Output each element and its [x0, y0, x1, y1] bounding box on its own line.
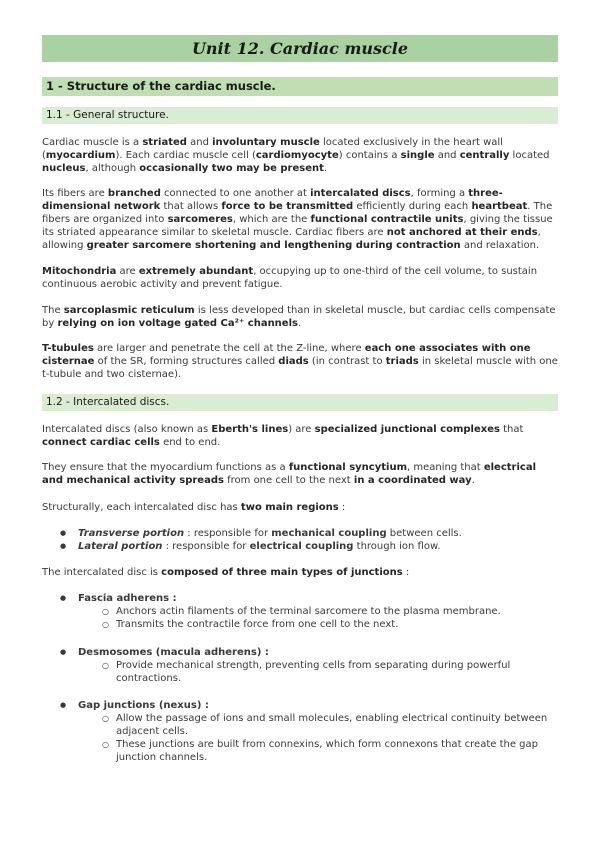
paragraph-syncytium: They ensure that the myocardium functions as a functional syncytium, meaning that electrical and mechanical activity spreads from one cell to the next in a coordinated way.: [42, 462, 537, 486]
subsection-heading-general: 1.1 - General structure.: [42, 107, 558, 124]
subsection-heading-intercalated: 1.2 - Intercalated discs.: [42, 394, 558, 411]
regions-list: [42, 527, 558, 553]
sub-list-item: ○ Provide mechanical strength, preventing cells from separating during powerful contractions.: [78, 659, 558, 685]
list-item: ● Fascia adherens : ○ Anchors actin filaments of the terminal sarcomere to the plasma membrane. ○ Transmits the contractile force from one cell to the next.: [42, 592, 558, 631]
page-title: Unit 12. Cardiac muscle: [191, 39, 409, 58]
sub-list: [78, 605, 558, 631]
sub-list: [78, 712, 558, 764]
paragraph-sarcoplasmic-reticulum: The sarcoplasmic reticulum is less developed than in skeletal muscle, but cardiac cells compensate by relying on ion voltage gated Ca²⁺ channels.: [42, 305, 556, 329]
paragraph-fibers: Its fibers are branched connected to one another at intercalated discs, forming a three-dimensional network that allows force to be transmitted efficiently during each heartbeat. The fibers are organized into sarcomeres, which are the functional contractile units, giving the tissue its striated appearance similar to skeletal muscle. Cardiac fibers are not anchored at their ends, allowing greater sarcomere shortening and lengthening during contraction and relaxation.: [42, 188, 553, 251]
paragraph-intro: Cardiac muscle is a striated and involuntary muscle located exclusively in the heart wall (myocardium). Each cardiac muscle cell (cardiomyocyte) contains a single and centrally located nucleus, although occasionally two may be present.: [42, 137, 550, 174]
junctions-list-gap: [42, 699, 558, 764]
paragraph-intercalated-def: Intercalated discs (also known as Eberth's lines) are specialized junctional complexes that connect cardiac cells end to end.: [42, 424, 524, 448]
junctions-list-desmosomes: [42, 646, 558, 685]
paragraph-regions: Structurally, each intercalated disc has two main regions :: [42, 502, 346, 513]
sub-list-item: ○ Allow the passage of ions and small molecules, enabling electrical continuity between adjacent cells.: [78, 712, 558, 738]
sub-list: [78, 659, 558, 685]
list-item: ● Lateral portion : responsible for electrical coupling through ion flow.: [42, 540, 558, 553]
paragraph-mitochondria: Mitochondria are extremely abundant, occupying up to one-third of the cell volume, to sustain continuous aerobic activity and prevent fatigue.: [42, 266, 538, 290]
junctions-list-fascia: [42, 592, 558, 631]
title-banner: [42, 35, 558, 62]
sub-list-item: ○ These junctions are built from connexins, which form connexons that create the gap junction channels.: [78, 738, 558, 764]
sub-list-item: ○ Anchors actin filaments of the terminal sarcomere to the plasma membrane.: [78, 605, 558, 618]
sub-list-item: ○ Transmits the contractile force from one cell to the next.: [78, 618, 558, 631]
section-heading: 1 - Structure of the cardiac muscle.: [42, 77, 558, 96]
list-item: ● Desmosomes (macula adherens) : ○ Provide mechanical strength, preventing cells from separating during powerful contractions.: [42, 646, 558, 685]
list-item: ● Gap junctions (nexus) : ○ Allow the passage of ions and small molecules, enabling electrical continuity between adjacent cells. ○ These junctions are built from connexins, which form connexons that create the gap junction channels.: [42, 699, 558, 764]
paragraph-t-tubules: T-tubules are larger and penetrate the cell at the Z-line, where each one associates with one cisternae of the SR, forming structures called diads (in contrast to triads in skeletal muscle with one t-tubule and two cisternae).: [42, 343, 558, 380]
paragraph-junction-types: The intercalated disc is composed of three main types of junctions :: [42, 567, 410, 578]
list-item: ● Transverse portion : responsible for mechanical coupling between cells.: [42, 527, 558, 540]
